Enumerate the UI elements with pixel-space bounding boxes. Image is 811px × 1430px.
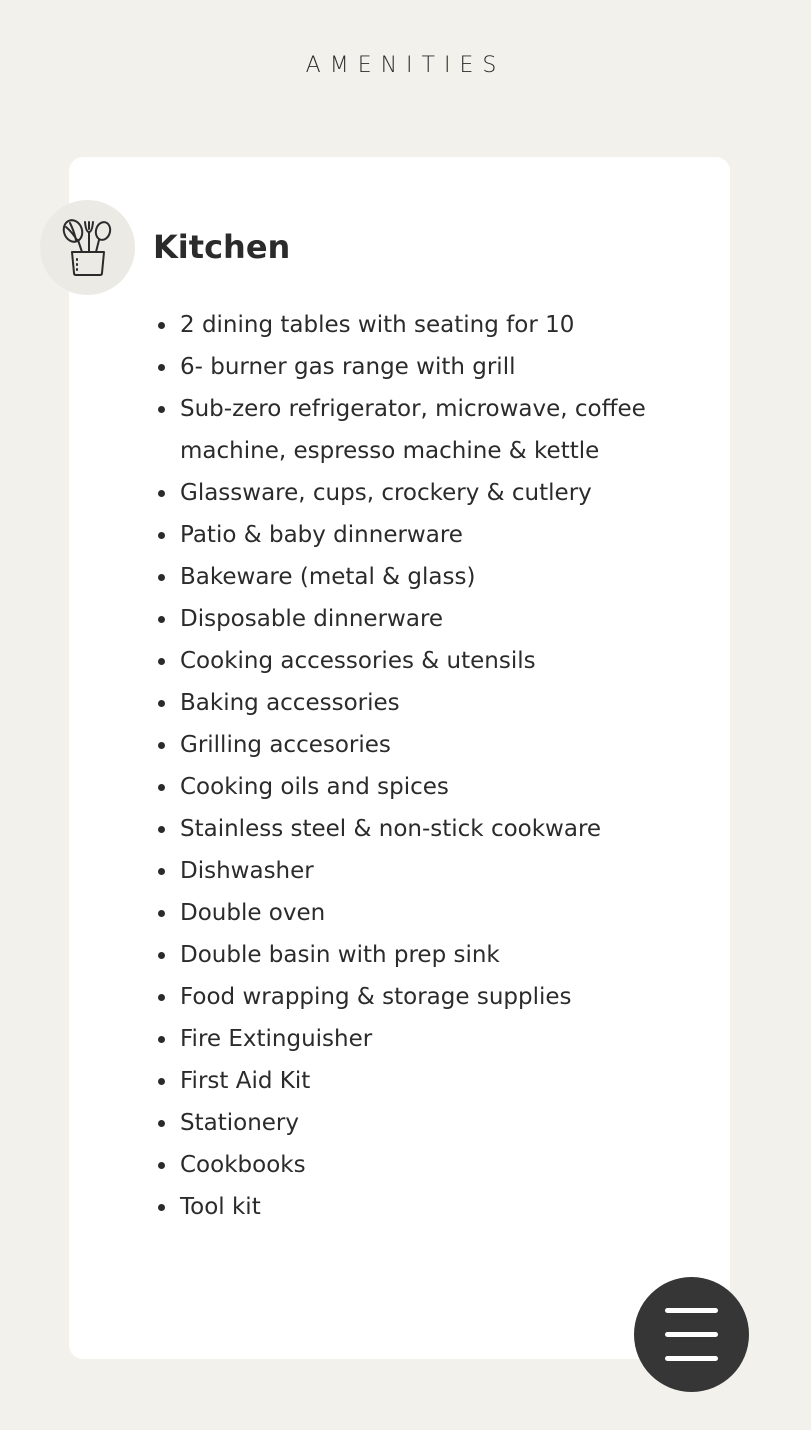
list-item: Food wrapping & storage supplies (180, 976, 700, 1018)
list-item: Glassware, cups, crockery & cutlery (180, 472, 700, 514)
list-item: Cooking oils and spices (180, 766, 700, 808)
list-item: Tool kit (180, 1186, 700, 1228)
list-item: 6- burner gas range with grill (180, 346, 700, 388)
amenity-list (180, 304, 700, 1228)
list-item: Sub-zero refrigerator, microwave, coffee machine, espresso machine & kettle (180, 388, 700, 472)
list-item: Grilling accesories (180, 724, 700, 766)
list-item: Stainless steel & non-stick cookware (180, 808, 700, 850)
list-item: Cooking accessories & utensils (180, 640, 700, 682)
list-item: Disposable dinnerware (180, 598, 700, 640)
list-item: Double basin with prep sink (180, 934, 700, 976)
list-item: 2 dining tables with seating for 10 (180, 304, 700, 346)
list-item: Fire Extinguisher (180, 1018, 700, 1060)
list-item: Cookbooks (180, 1144, 700, 1186)
list-item: Dishwasher (180, 850, 700, 892)
page-title: AMENITIES (305, 53, 506, 78)
kitchen-utensils-icon (40, 200, 135, 295)
list-item: Stationery (180, 1102, 700, 1144)
list-item: First Aid Kit (180, 1060, 700, 1102)
list-item: Bakeware (metal & glass) (180, 556, 700, 598)
section-title: Kitchen (153, 228, 291, 266)
list-item: Baking accessories (180, 682, 700, 724)
menu-button[interactable] (634, 1277, 749, 1392)
list-item: Double oven (180, 892, 700, 934)
list-item: Patio & baby dinnerware (180, 514, 700, 556)
